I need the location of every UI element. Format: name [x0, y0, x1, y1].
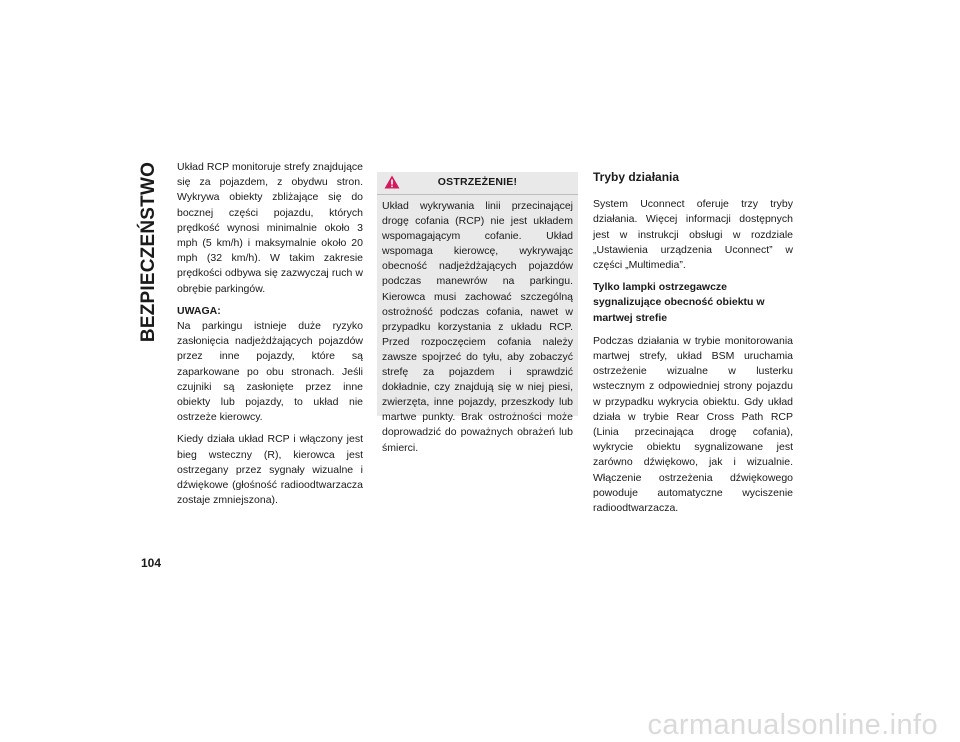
warning-title: OSTRZEŻENIE!	[437, 176, 518, 188]
warning-text: Układ wykrywania linii przecinającej drogę cofania (RCP) nie jest układem wspomagającym cofanie. Układ wspomaga kierowcę, wykrywając obecność nadjeżdżających pojazdów podczas manewrów na parkingu. Kierowca musi zachować szczególną ostrożność podczas cofania, nawet w przypadku korzystania z układu RCP. Przed rozpoczęciem cofania należy zawsze spojrzeć do tyłu, aby zobaczyć strefę za pojazdem i sprawdzić dokładnie, czy znajdują się w niej piesi, zwierzęta, inne pojazdy, przeszkody lub martwe punkty. Brak ostrożności może doprowadzić do poważnych obrażeń lub śmierci.	[382, 200, 573, 454]
bsm-paragraph: Podczas działania w trybie monitorowania martwej strefy, układ BSM uruchamia ostrzeżenie wizualne w lusterku wstecznym z odpowiedniej strony pojazdu w przypadku wykrycia obiektu. Gdy układ działa w trybie Rear Cross Path RCP (Linia przecinająca drogę cofania), wykrycie obiektu sygnalizowane jest zarówno dźwiękowo, jak i wizualnie. Włączenie ostrzeżenia dźwiękowego powoduje automatyczne wyciszenie radioodtwarzacza.	[593, 334, 793, 515]
note-text: Na parkingu istnieje duże ryzyko zasłonięcia nadjeżdżających pojazdów przez inne pojazdy, które są zaparkowane po obu stronach. Jeśli czujniki są zasłonięte przez inne obiekty lub pojazdy, to układ nie ostrzeże kierowcy.	[177, 320, 363, 424]
section-title: BEZPIECZEŃSTWO	[138, 161, 159, 343]
reverse-gear-paragraph: Kiedy działa układ RCP i włączony jest bieg wsteczny (R), kierowca jest ostrzegany przez sygnały wizualne i dźwiękowe (głośność radioodtwarzacza zostaje zmniejszona).	[177, 433, 363, 507]
modes-heading: Tryby działania	[593, 170, 680, 184]
intro-paragraph: Układ RCP monitoruje strefy znajdujące się za pojazdem, z obydwu stron. Wykrywa obiekty zbliżające się do bocznej części pojazdu, których prędkość wynosi minimalnie około 3 mph (5 km/h) i maksymalnie około 20 mph (32 km/h). W takim zakresie prędkości odbywa się zazwyczaj ruch w obrębie parkingów.	[177, 161, 363, 295]
warning-header	[377, 172, 578, 195]
page-number: 104	[141, 556, 162, 570]
lamps-subheading: Tylko lampki ostrzegawcze sygnalizujące obecność obiektu w martwej strefie	[593, 281, 765, 324]
note-label: UWAGA:	[177, 304, 221, 317]
section-tab	[138, 161, 160, 343]
left-column	[177, 160, 363, 515]
watermark: carmanualsonline.info	[647, 709, 938, 741]
right-column	[593, 170, 793, 523]
warning-box	[377, 172, 578, 454]
modes-paragraph: System Uconnect oferuje trzy tryby działania. Więcej informacji dostępnych jest w instrukcji obsługi w rozdziale „Ustawienia urządzenia Uconnect” w części „Multimedia”.	[593, 198, 793, 272]
